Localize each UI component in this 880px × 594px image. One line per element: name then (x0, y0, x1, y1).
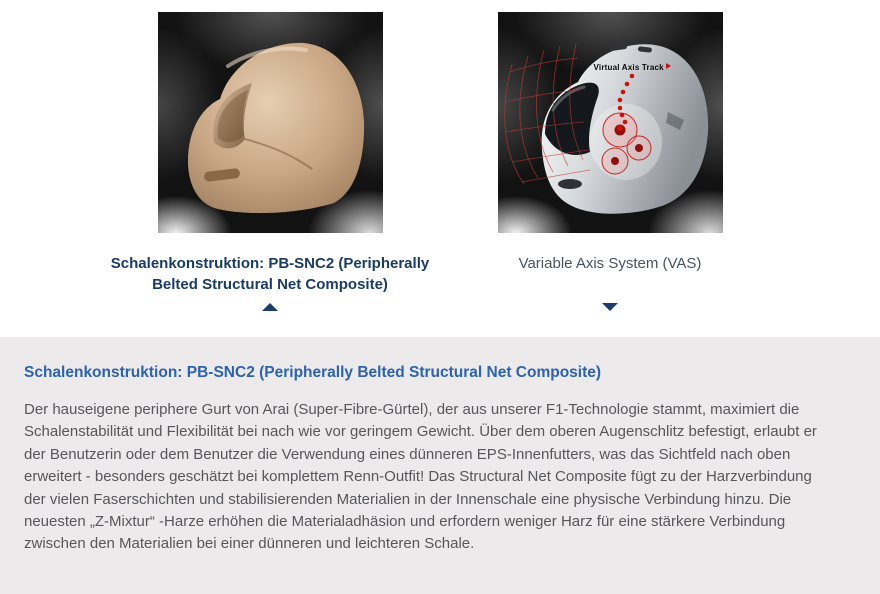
feature-caption-shell[interactable]: Schalenkonstruktion: PB-SNC2 (Peripherally Belted Structural Net Composite) (110, 255, 430, 293)
vas-mechanism (590, 104, 662, 180)
chevron-down-icon (602, 303, 618, 311)
vas-helmet-illustration (498, 12, 723, 233)
raw-shell-illustration (158, 12, 383, 233)
detail-heading: Schalenkonstruktion: PB-SNC2 (Peripherally Belted Structural Net Composite) (24, 364, 602, 381)
chevron-up-icon (262, 303, 278, 311)
feature-tab-vas[interactable] (450, 12, 770, 311)
vas-image[interactable] (498, 12, 723, 233)
helmet-shell-shape (187, 43, 363, 213)
feature-tab-shell[interactable] (110, 12, 430, 311)
detail-body-text: Der hauseigene periphere Gurt von Arai (Super-Fibre-Gürtel), der aus unserer F1-Technologie stammt, maximiert die Schalenstabilität und Flexibilität bei nach wie vor geringem Gewicht. Über dem oberen Augenschlitz befestigt, erlaubt er der Benutzerin oder dem Benutzer die Verwendung eines dünneren EPS-Innenfutters, was das Sichtfeld nach oben erweitert - besonders geschätzt bei komplettem Renn-Outfit! Das Structural Net Composite fügt zu der Harzverbindung der vielen Faserschichten und stabilisierenden Materialien in der Innenschale eine physische Verbindung hinzu. Die neuesten „Z-Mixtur“ -Harze erhöhen die Materialadhäsion und erfordern weniger Harz für eine stärkere Verbindung zwischen den Materialien bei einer dünneren und leichteren Schale. (24, 401, 817, 553)
chin-vent (558, 179, 582, 189)
detail-panel (0, 337, 880, 594)
vas-track-label: Virtual Axis Track (594, 63, 671, 72)
feature-caption-vas[interactable]: Variable Axis System (VAS) (518, 255, 702, 272)
shell-image[interactable] (158, 12, 383, 233)
